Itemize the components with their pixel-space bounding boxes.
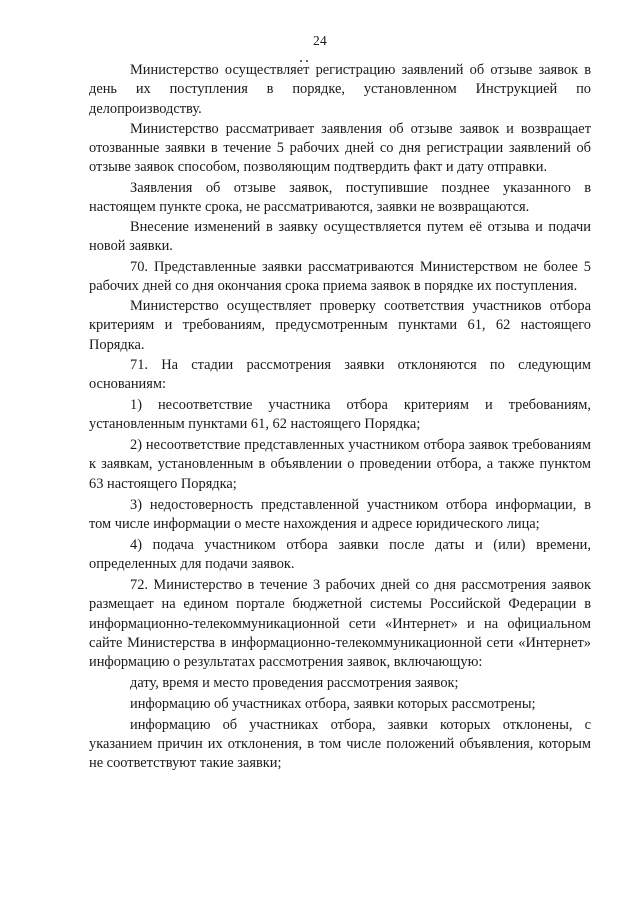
paragraph-changes: Внесение изменений в заявку осуществляется путем её отзыва и подачи новой заявки. <box>89 219 591 255</box>
paragraph-late-withdrawal: Заявления об отзыве заявок, поступившие позднее указанного в настоящем пункте срока, не рассматриваются, заявки не возвращаются. <box>89 179 591 215</box>
result-item-rejected: информацию об участниках отбора, заявки которых отклонены, с указанием причин их отклонения, в том числе положений объявления, которым не соответствуют такие заявки; <box>89 716 591 772</box>
paragraph-clause-70: 70. Представленные заявки рассматриваются Министерством не более 5 рабочих дней со дня окончания срока приема заявок в порядке их поступления. <box>89 258 591 294</box>
paragraph-registration: Министерство осуществляет регистрацию заявлений об отзыве заявок в день их поступления в порядке, установленном Инструкцией по делопроизводству. <box>89 62 591 117</box>
list-item-3: 3) недостоверность представленной участником отбора информации, в том числе информации о месте нахождения и адресе юридического лица; <box>89 496 591 532</box>
paragraph-clause-72: 72. Министерство в течение 3 рабочих дней со дня рассмотрения заявок размещает на едином портале бюджетной системы Российской Федерации в информационно-телекоммуникационной сети «Интернет» и на официальном сайте Министерства в информационно-телекоммуникационной сети «Интернет» информацию о результатах рассмотрения заявок, включающую: <box>89 577 591 671</box>
document-body <box>89 61 591 774</box>
paragraph-compliance-check: Министерство осуществляет проверку соответствия участников отбора критериям и требованиям, предусмотренным пунктами 61, 62 настоящего Порядка. <box>89 298 591 353</box>
page-number: 24 <box>312 33 328 48</box>
result-item-date: дату, время и место проведения рассмотрения заявок; <box>130 675 459 692</box>
result-item-reviewed: информацию об участниках отбора, заявки которых рассмотрены; <box>130 696 536 712</box>
list-item-1: 1) несоответствие участника отбора критериям и требованиям, установленным пунктами 61, 62 настоящего Порядка; <box>89 396 591 433</box>
paragraph-clause-71: 71. На стадии рассмотрения заявки отклоняются по следующим основаниям: <box>89 356 591 393</box>
list-item-2: 2) несоответствие представленных участником отбора заявок требованиям к заявкам, установленным в объявлении о проведении отбора, а также пунктом 63 настоящего Порядка; <box>89 437 591 492</box>
list-item-4: 4) подача участником отбора заявки после даты и (или) времени, определенных для подачи заявок. <box>89 536 591 573</box>
paragraph-review-withdrawal: Министерство рассматривает заявления об отзыве заявок и возвращает отозванные заявки в течение 5 рабочих дней со дня регистрации заявлений об отзыве заявок способом, позволяющим подтвердить факт и дату отправки. <box>89 120 591 176</box>
